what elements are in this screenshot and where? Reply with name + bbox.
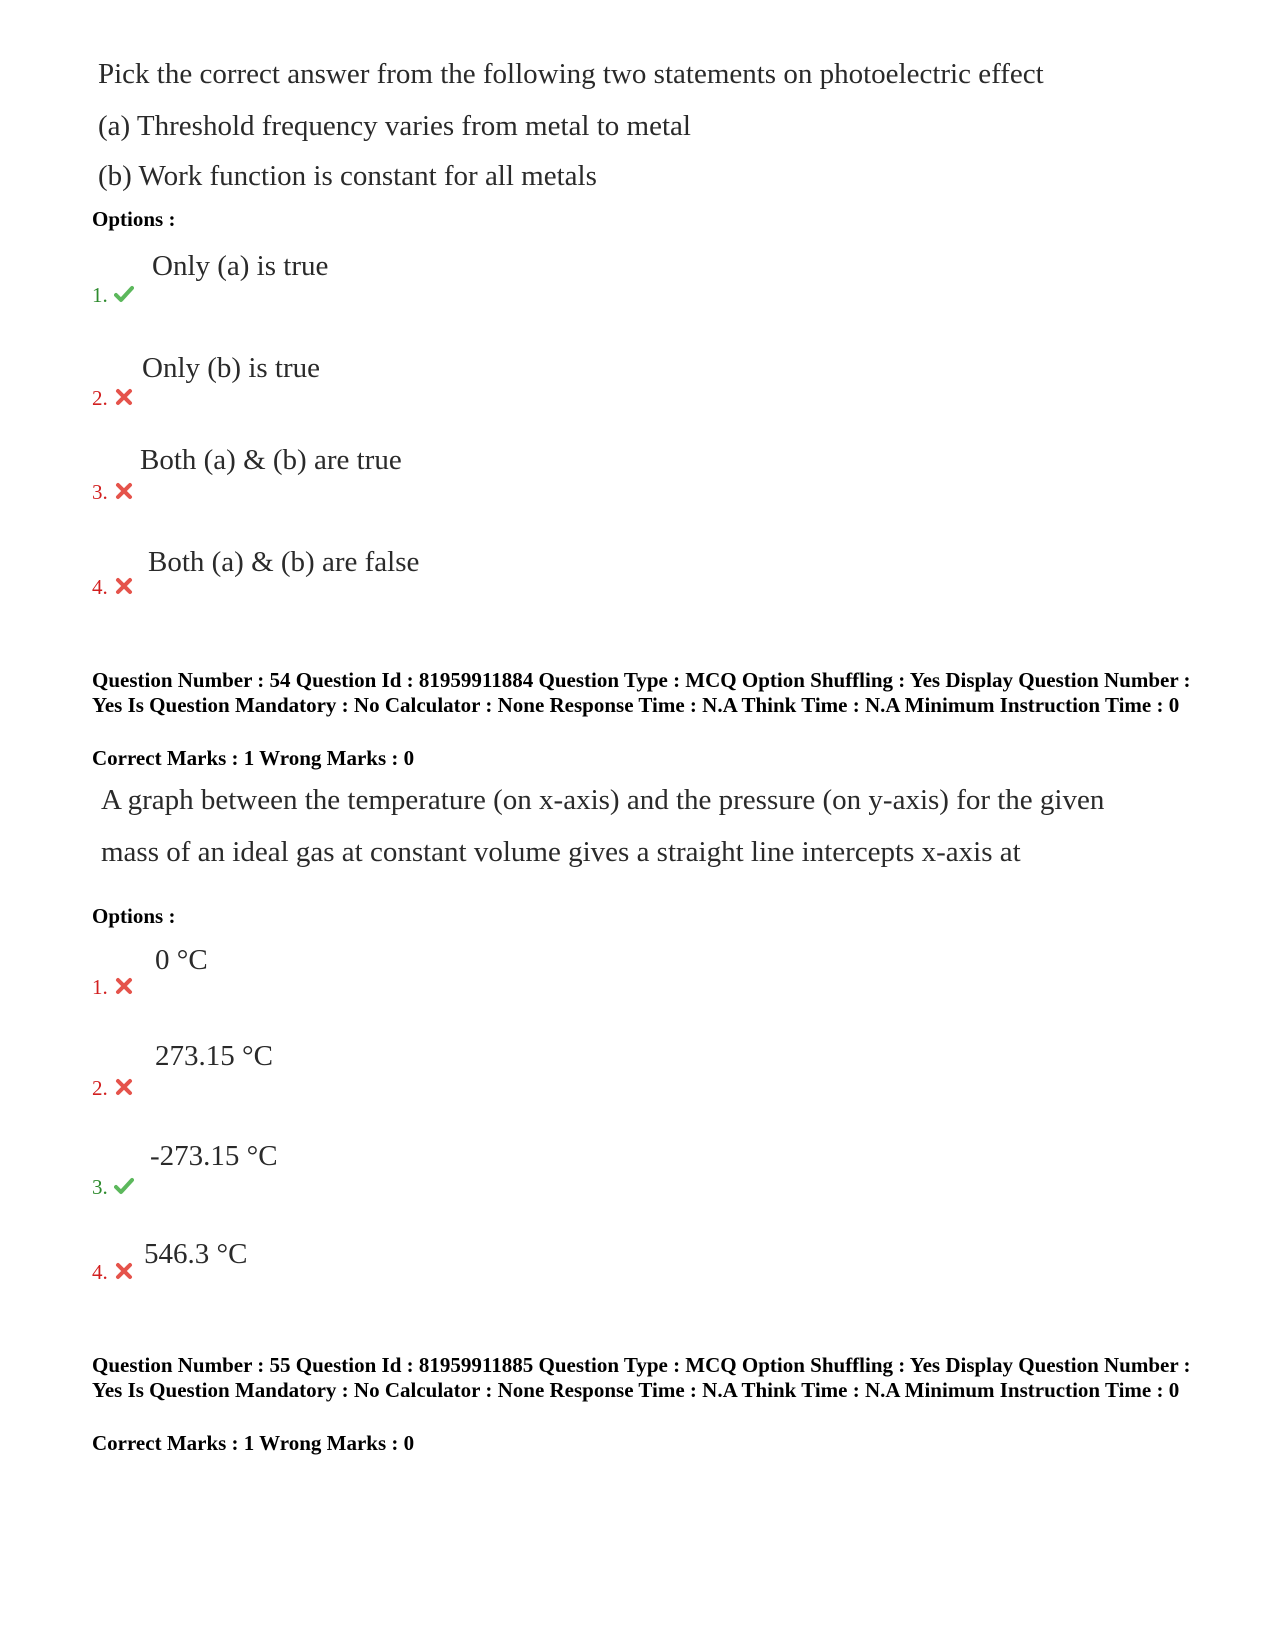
- option-number: 1.: [92, 975, 108, 999]
- q54-option-3: [92, 1175, 134, 1200]
- q54-meta: Question Number : 54 Question Id : 81959911884 Question Type : MCQ Option Shuffling : Yes Display Question Number : Yes Is Question Mandatory : No Calculator : None Response Time : N.A Think Time : N.A Minimum Instruction Time : 0: [92, 668, 1191, 717]
- q53-option-1: [92, 283, 134, 308]
- q53-option-2: [92, 386, 134, 411]
- cross-icon: [114, 976, 134, 996]
- q54-option-2: [92, 1076, 134, 1101]
- q54-options-label: Options :: [92, 904, 176, 928]
- q53-options-label: Options :: [92, 207, 176, 231]
- cross-icon: [114, 481, 134, 501]
- option-number: 3.: [92, 1175, 108, 1199]
- cross-icon: [114, 1077, 134, 1097]
- option-number: 2.: [92, 386, 108, 410]
- option-number: 3.: [92, 480, 108, 504]
- q53-statement-b: (b) Work function is constant for all metals: [98, 160, 597, 192]
- cross-icon: [114, 576, 134, 596]
- q53-option-4: [92, 575, 134, 600]
- option-number: 2.: [92, 1076, 108, 1100]
- q53-option-4-text: Both (a) & (b) are false: [148, 546, 420, 578]
- q54-option-1: [92, 975, 134, 1000]
- q54-option-4-text: 546.3 °C: [144, 1238, 248, 1270]
- q53-stem: Pick the correct answer from the following two statements on photoelectric effect: [98, 58, 1044, 90]
- option-number: 1.: [92, 283, 108, 307]
- q54-option-3-text: -273.15 °C: [150, 1140, 278, 1172]
- option-number: 4.: [92, 1260, 108, 1284]
- q53-option-1-text: Only (a) is true: [152, 250, 329, 282]
- q54-marks: Correct Marks : 1 Wrong Marks : 0: [92, 746, 415, 770]
- check-icon: [114, 1176, 134, 1196]
- cross-icon: [114, 1261, 134, 1281]
- q54-stem-line1: A graph between the temperature (on x-axis) and the pressure (on y-axis) for the given: [101, 784, 1105, 816]
- check-icon: [114, 284, 134, 304]
- cross-icon: [114, 387, 134, 407]
- q53-option-3-text: Both (a) & (b) are true: [140, 444, 402, 476]
- q54-option-4: [92, 1260, 134, 1285]
- q53-statement-a: (a) Threshold frequency varies from metal to metal: [98, 110, 691, 142]
- q54-option-2-text: 273.15 °C: [155, 1040, 273, 1072]
- q53-option-2-text: Only (b) is true: [142, 352, 320, 384]
- option-number: 4.: [92, 575, 108, 599]
- q55-marks: Correct Marks : 1 Wrong Marks : 0: [92, 1431, 415, 1455]
- q54-stem-line2: mass of an ideal gas at constant volume gives a straight line intercepts x-axis at: [101, 836, 1021, 868]
- q53-option-3: [92, 480, 134, 505]
- q55-meta: Question Number : 55 Question Id : 81959911885 Question Type : MCQ Option Shuffling : Yes Display Question Number : Yes Is Question Mandatory : No Calculator : None Response Time : N.A Think Time : N.A Minimum Instruction Time : 0: [92, 1353, 1191, 1402]
- q54-option-1-text: 0 °C: [155, 944, 208, 976]
